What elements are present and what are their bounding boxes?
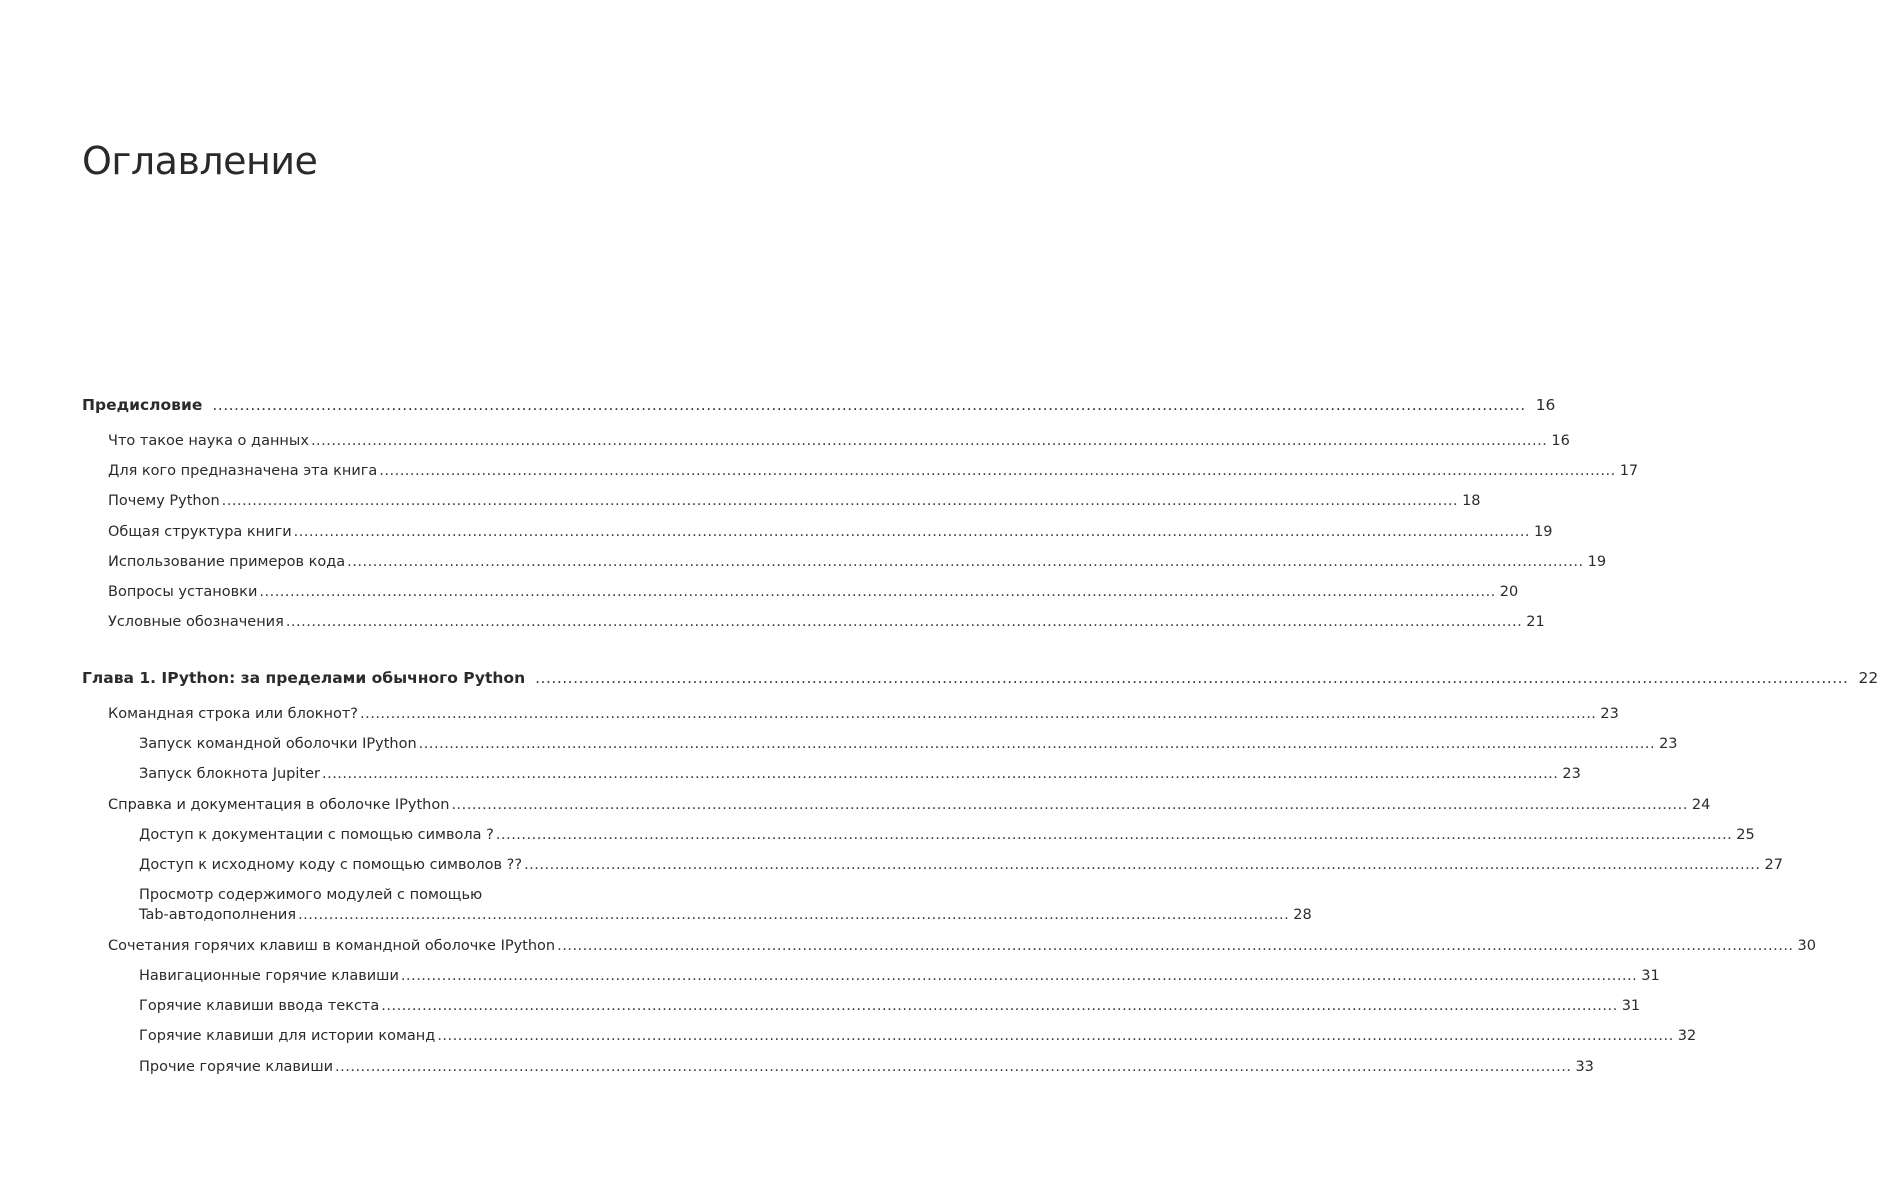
toc-entry-page: 25: [1736, 827, 1755, 843]
toc-entry-label: Вопросы установки: [108, 584, 258, 600]
dot-leader: [557, 936, 1793, 956]
toc-entry-label: Почему Python: [108, 493, 220, 509]
toc-entry-label: Использование примеров кода: [108, 554, 346, 570]
toc-entry-page: 30: [1797, 938, 1816, 954]
dot-leader: [212, 395, 1525, 415]
toc-entry-label: Глава 1. IPython: за пределами обычного Python: [82, 669, 526, 687]
dot-leader: [311, 431, 1547, 451]
toc-entry-label: Общая структура книги: [108, 524, 292, 540]
toc-entry-label: Для кого предназначена эта книга: [108, 463, 378, 479]
toc-entry-page: 32: [1677, 1028, 1697, 1044]
toc-entry-label: Прочие горячие клавиши: [139, 1059, 334, 1075]
toc-entry[interactable]: [139, 855, 1783, 875]
toc-entry[interactable]: [139, 825, 1755, 845]
toc-entry-page: 23: [1600, 706, 1619, 722]
toc-entry[interactable]: [108, 704, 1619, 724]
toc-entry-page: 22: [1858, 669, 1878, 687]
toc-entry-page: 19: [1587, 554, 1607, 570]
toc-entry-page: 27: [1764, 857, 1783, 873]
page-title: Оглавление: [82, 139, 318, 183]
toc-entry[interactable]: [139, 966, 1660, 986]
toc-entry-label: Условные обозначения: [108, 614, 284, 630]
toc-entry[interactable]: [108, 431, 1570, 451]
toc-entry-label: Запуск командной оболочки IPython: [139, 736, 417, 752]
toc-entry-label-line1: Просмотр содержимого модулей с помощью: [139, 887, 483, 903]
toc-entry[interactable]: [108, 491, 1481, 511]
toc-entry-label: Горячие клавиши ввода текста: [139, 998, 380, 1014]
dot-leader: ..................................................................................................................................................................................................: [298, 907, 1290, 923]
dot-leader: [294, 522, 1530, 542]
toc-entry-label: Запуск блокнота Jupiter: [139, 766, 320, 782]
toc-entry-page: 33: [1575, 1059, 1594, 1075]
toc-entry-preface[interactable]: [82, 395, 1556, 415]
toc-entry[interactable]: [139, 1057, 1594, 1077]
dot-leader: [419, 734, 1655, 754]
toc-entry-chapter-1[interactable]: [82, 668, 1878, 688]
toc-entry[interactable]: [108, 612, 1545, 632]
toc-entry-page: 16: [1535, 396, 1556, 414]
dot-leader: [524, 855, 1760, 875]
toc-entry-page: 18: [1462, 493, 1481, 509]
toc-entry[interactable]: [108, 522, 1553, 542]
toc-entry-page: 23: [1562, 766, 1581, 782]
toc-entry-multiline[interactable]: [139, 885, 1312, 925]
toc-entry[interactable]: [108, 582, 1519, 602]
toc-entry-label: Навигационные горячие клавиши: [139, 968, 399, 984]
toc-entry[interactable]: [139, 1026, 1697, 1046]
toc-entry-label-line2: Tab-автодополнения: [139, 907, 297, 923]
toc-entry-label: Командная строка или блокнот?: [108, 706, 358, 722]
dot-leader: [437, 1026, 1673, 1046]
toc-entry-page: 24: [1691, 797, 1711, 813]
toc-entry-page: 28: [1293, 907, 1312, 923]
toc-entry[interactable]: [108, 552, 1607, 572]
dot-leader: [401, 966, 1637, 986]
toc-entry-label: Предисловие: [82, 396, 203, 414]
toc-entry-label: Сочетания горячих клавиш в командной оболочке IPython: [108, 938, 556, 954]
dot-leader: [322, 764, 1558, 784]
toc-entry-page: 31: [1641, 968, 1660, 984]
toc-entry[interactable]: [139, 996, 1641, 1016]
toc-entry-page: 20: [1499, 584, 1519, 600]
toc-entry-label: Доступ к документации с помощью символа ?: [139, 827, 494, 843]
dot-leader: [496, 825, 1732, 845]
toc-entry-page: 19: [1534, 524, 1553, 540]
toc-entry-label: Горячие клавиши для истории команд: [139, 1028, 436, 1044]
dot-leader: [259, 582, 1495, 602]
dot-leader: [286, 612, 1522, 632]
dot-leader: [347, 552, 1583, 572]
toc-entry[interactable]: [108, 795, 1711, 815]
toc-entry[interactable]: [108, 461, 1639, 481]
dot-leader: [222, 491, 1458, 511]
toc-entry-label: Что такое наука о данных: [108, 433, 309, 449]
toc-entry-page: 16: [1551, 433, 1570, 449]
dot-leader: [451, 795, 1687, 815]
toc-entry-page: 31: [1621, 998, 1641, 1014]
toc-entry-page: 21: [1526, 614, 1545, 630]
toc-entry[interactable]: [139, 764, 1581, 784]
dot-leader: [535, 668, 1848, 688]
toc-entry-page: 23: [1659, 736, 1678, 752]
dot-leader: [381, 996, 1617, 1016]
dot-leader: [360, 704, 1596, 724]
dot-leader: [335, 1057, 1571, 1077]
dot-leader: [379, 461, 1615, 481]
toc-entry-label: Справка и документация в оболочке IPython: [108, 797, 450, 813]
toc-entry[interactable]: [108, 936, 1816, 956]
toc-entry[interactable]: [139, 734, 1678, 754]
toc-entry-page: 17: [1619, 463, 1639, 479]
toc-entry-label: Доступ к исходному коду с помощью символов ??: [139, 857, 523, 873]
